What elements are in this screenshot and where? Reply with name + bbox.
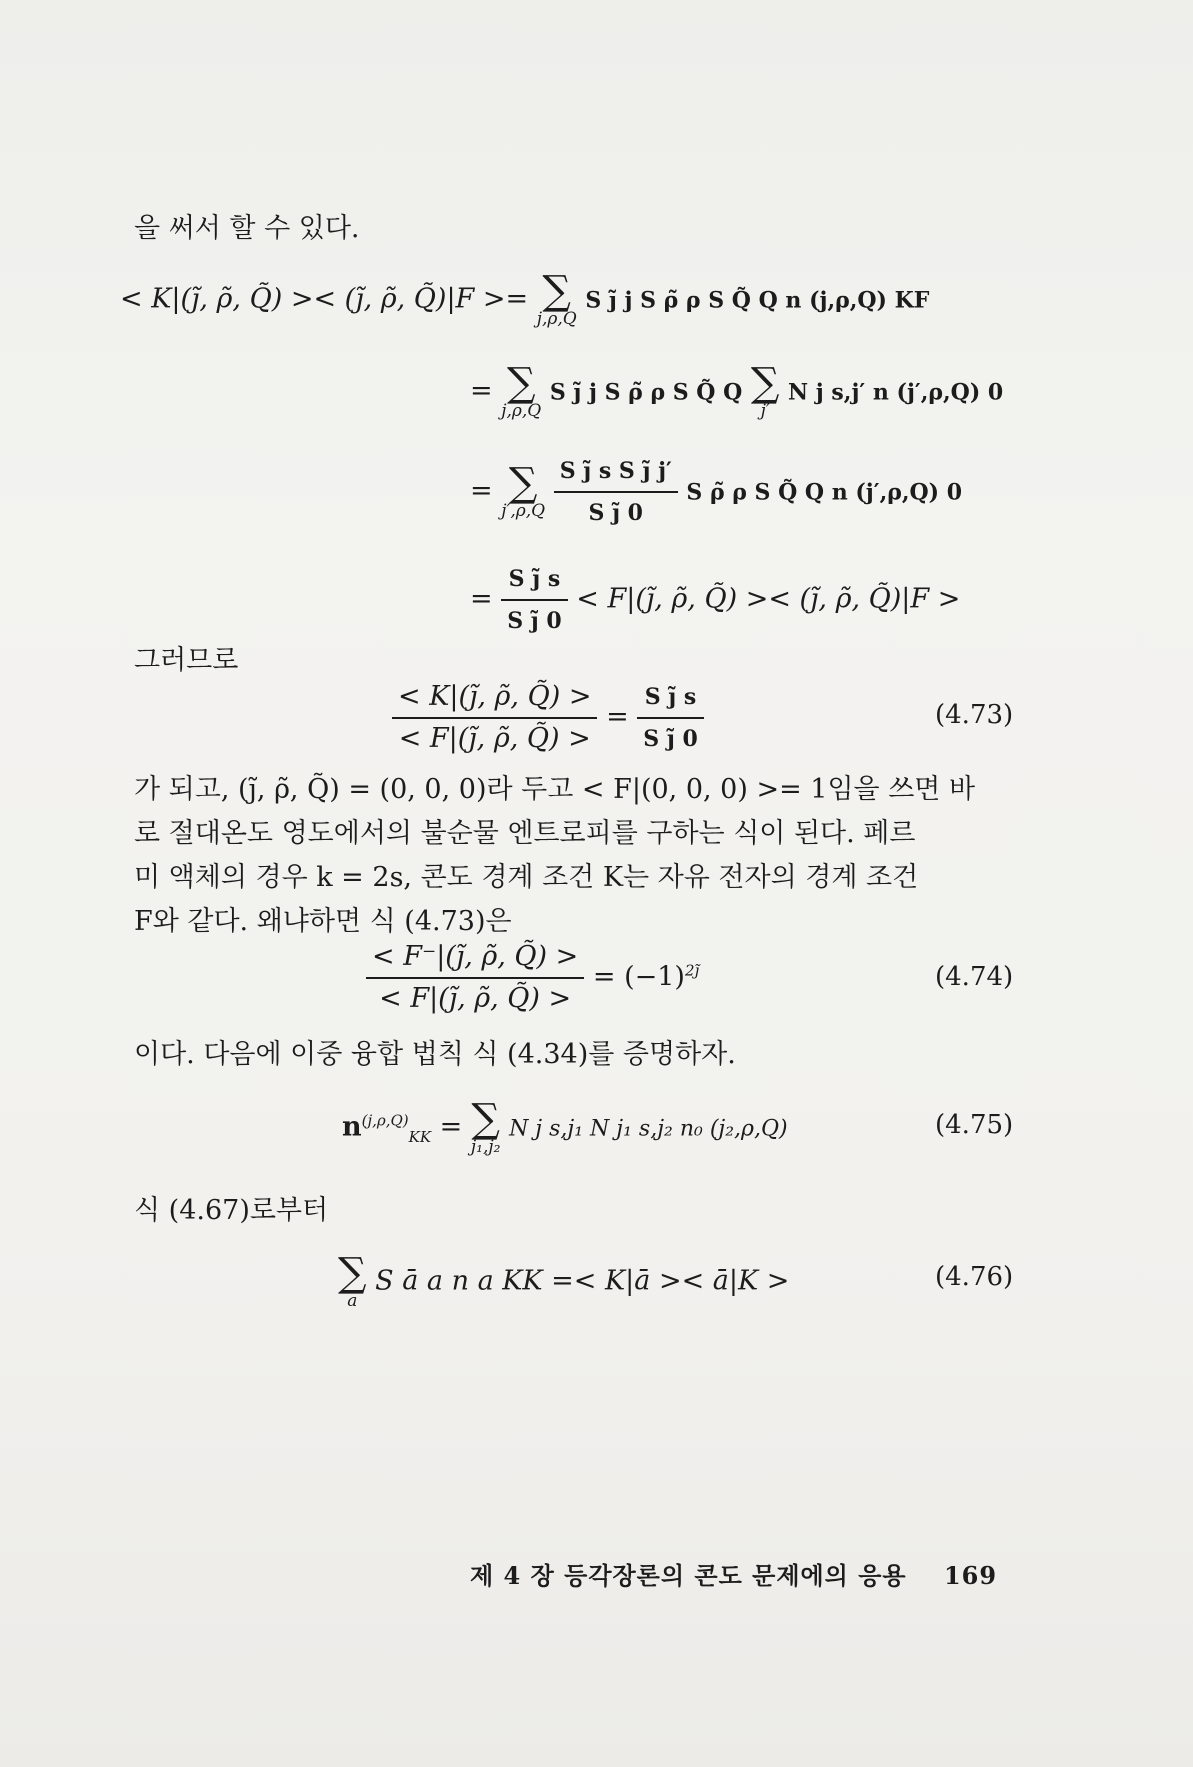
- sum-sub: j′,ρ,Q: [501, 501, 546, 521]
- paragraph-1-line-2: 로 절대온도 영도에서의 불순물 엔트로피를 구하는 식이 된다. 페르: [134, 818, 916, 849]
- paragraph-3: 식 (4.67)로부터: [134, 1195, 329, 1226]
- eq1-rhs: S j̃ j S ρ̃ ρ S Q̃ Q n (j,ρ,Q) KF: [585, 287, 930, 314]
- sum-symbol: ∑ a: [338, 1250, 367, 1311]
- sum-sub: j,ρ,Q: [536, 309, 577, 329]
- sum-symbol: ∑ j,ρ,Q: [501, 360, 542, 421]
- intro-text: 을 써서 할 수 있다.: [134, 213, 360, 244]
- equation-number-4-73: (4.73): [935, 700, 1014, 730]
- equation-4-74: [366, 940, 699, 1016]
- eq476-body: S ā a n a KK =< K|ā >< ā|K >: [375, 1265, 790, 1297]
- sum-symbol: ∑ j,ρ,Q: [536, 268, 577, 329]
- sum-symbol: ∑ j′: [750, 360, 780, 421]
- footer: [470, 1556, 997, 1591]
- paragraph-1: [134, 768, 1004, 944]
- eq474-rhs: = (−1): [592, 961, 685, 993]
- eq473-den: < F|(j̃, ρ̃, Q̃) >: [398, 723, 591, 754]
- eq474-fraction: [366, 940, 584, 1016]
- paragraph-2: 이다. 다음에 이중 융합 법칙 식 (4.34)를 증명하자.: [134, 1039, 736, 1070]
- eq474-den: < F|(j̃, ρ̃, Q̃) >: [379, 983, 572, 1014]
- eq2-rhs: S j̃ j S ρ̃ ρ S Q̃ Q: [549, 379, 743, 406]
- eq1-lhs: < K|(j̃, ρ̃, Q̃) >< (j̃, ρ̃, Q̃)|F >=: [120, 283, 529, 315]
- equation-4-75: $n^{(j,\rho,Q)}_{KK}$ = ∑ j₁,j₂ N j s,j₁ N j₁ s,j₂ n₀ (j₂,ρ,Q): [342, 1096, 788, 1157]
- sum-sub: j₁,j₂: [470, 1137, 501, 1157]
- paragraph-1-line-4: F와 같다. 왜냐하면 식 (4.73)은: [134, 906, 512, 937]
- equation-2: = ∑ j,ρ,Q S j̃ j S ρ̃ ρ S Q̃ Q ∑ j′ N j s,j′ n (j′,ρ,Q) 0: [470, 360, 1004, 421]
- sum-symbol: ∑ j₁,j₂: [470, 1096, 501, 1157]
- eq475-rhs: N j s,j₁ N j₁ s,j₂ n₀ (j₂,ρ,Q): [509, 1116, 788, 1142]
- eq475-lhs-sup: (j,ρ,Q): [361, 1111, 409, 1130]
- equation-4: = $\frac{\text{S j̃ s}}{\text{S j̃ 0}}$ < F|(j̃, ρ̃, Q̃) >< (j̃, ρ̃, Q̃)|F >: [470, 562, 960, 638]
- paragraph-1-line-1: 가 되고, (j̃, ρ̃, Q̃) = (0, 0, 0)라 두고 < F|(0, 0, 0) >= 1임을 쓰면 바: [134, 774, 976, 805]
- equation-number-4-75: (4.75): [935, 1110, 1014, 1140]
- eq473-rden: S j̃ 0: [643, 726, 698, 752]
- sum-sub: j,ρ,Q: [501, 401, 542, 421]
- eq473-rhs-fraction: [637, 680, 703, 756]
- eq3-num: S j̃ s S j̃ j′: [554, 454, 678, 493]
- eq4-num: S j̃ s: [501, 562, 567, 601]
- eq473-lhs-fraction: [392, 680, 597, 756]
- eq3-rest: S ρ̃ ρ S Q̃ Q n (j′,ρ,Q) 0: [686, 479, 963, 506]
- eq4-den: S j̃ 0: [507, 608, 562, 634]
- paragraph-1-line-3: 미 액체의 경우 k = 2s, 콘도 경계 조건 K는 자유 전자의 경계 조건: [134, 862, 919, 893]
- eq475-lhs: n: [342, 1111, 362, 1143]
- page-number: 169: [943, 1561, 998, 1590]
- geureomeuro-text: 그러므로: [134, 645, 239, 676]
- eq475-lhs-sub: KK: [408, 1127, 432, 1146]
- eq3-fraction: [554, 454, 678, 530]
- equation-4-76: [338, 1250, 790, 1311]
- equation-1: [120, 268, 930, 329]
- equation-3: = ∑ j′,ρ,Q $\frac{\text{S j̃ s S j̃ j′}}{\text{S j̃ 0}}$ S ρ̃ ρ S Q̃ Q n (j′,ρ,Q) 0: [470, 454, 962, 530]
- eq2-rhs2: N j s,j′ n (j′,ρ,Q) 0: [788, 379, 1004, 406]
- eq473-num: < K|(j̃, ρ̃, Q̃) >: [392, 680, 597, 719]
- sum-sub: a: [347, 1291, 358, 1311]
- eq3-den: S j̃ 0: [588, 500, 643, 526]
- eq4-fraction: [501, 562, 567, 638]
- eq474-num: < F⁻|(j̃, ρ̃, Q̃) >: [366, 940, 584, 979]
- equation-4-73: $\frac{< K|(j̃, \rhõ, Q̃) >}{< F|(j̃, \rhõ, Q̃) >}$ = $\frac{\text{S j̃ s}}{\text{S j̃ 0}}$: [392, 680, 704, 756]
- sum-symbol: ∑ j′,ρ,Q: [501, 460, 546, 521]
- equation-number-4-74: (4.74): [935, 962, 1014, 992]
- equation-number-4-76: (4.76): [935, 1262, 1014, 1292]
- sum-sub: j′: [760, 401, 770, 421]
- footer-chapter: 제 4 장 등각장론의 콘도 문제에의 응용: [470, 1561, 907, 1590]
- eq474-exp: 2j̃: [684, 961, 700, 980]
- eq473-rnum: S j̃ s: [637, 680, 703, 719]
- eq4-rest: < F|(j̃, ρ̃, Q̃) >< (j̃, ρ̃, Q̃)|F >: [576, 583, 961, 615]
